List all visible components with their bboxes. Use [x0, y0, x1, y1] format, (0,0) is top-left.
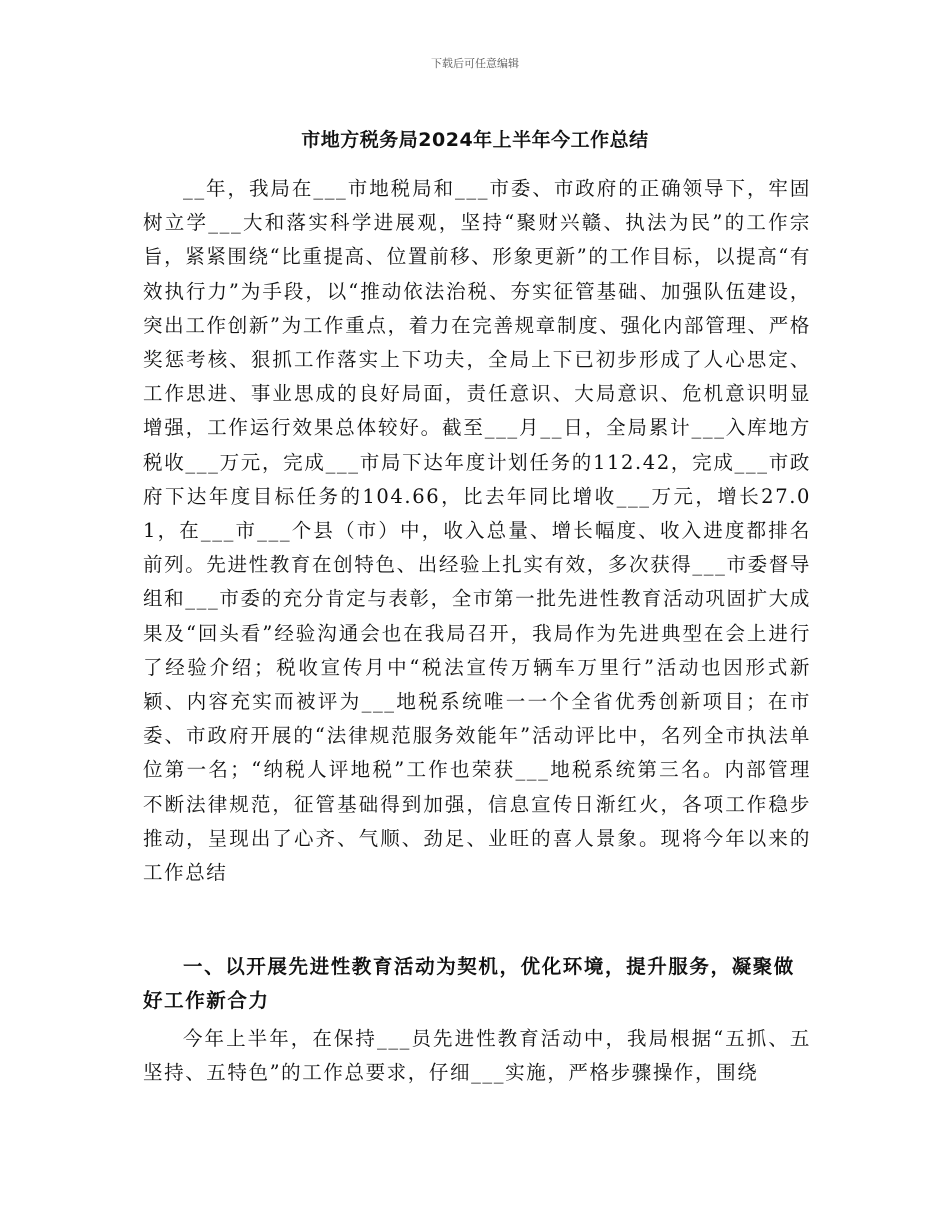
intro-paragraph: __年，我局在___市地税局和___市委、市政府的正确领导下，牢固树立学___大和落实科学进展观，坚持“聚财兴赣、执法为民”的工作宗旨，紧紧围绕“比重提高、位置前移、形象更新”的工作目标，以提高“有效执行力”为手段，以“推动依法治税、夯实征管基础、加强队伍建设，突出工作创新”为工作重点，着力在完善规章制度、强化内部管理、严格奖惩考核、狠抓工作落实上下功夫，全局上下已初步形成了人心思定、工作思进、事业思成的良好局面，责任意识、大局意识、危机意识明显增强，工作运行效果总体较好。截至___月__日，全局累计___入库地方税收___万元，完成___市局下达年度计划任务的112.42，完成___市政府下达年度目标任务的104.66，比去年同比增收___万元，增长27.01，在___市___个县（市）中，收入总量、增长幅度、收入进度都排名前列。先进性教育在创特色、出经验上扎实有效，多次获得___市委督导组和___市委的充分肯定与表彰，全市第一批先进性教育活动巩固扩大成果及“回头看”经验沟通会也在我局召开，我局作为先进典型在会上进行了经验介绍；税收宣传月中“税法宣传万辆车万里行”活动也因形式新颖、内容充实而被评为___地税系统唯一一个全省优秀创新项目；在市委、市政府开展的“法律规范服务效能年”活动评比中，名列全市执法单位第一名；“纳税人评地税”工作也荣获___地税系统第三名。内部管理不断法律规范，征管基础得到加强，信息宣传日渐红火，各项工作稳步推动，呈现出了心齐、气顺、劲足、业旺的喜人景象。现将今年以来的工作总结 — [143, 177, 811, 885]
page-title: 市地方税务局2024年上半年今工作总结 — [301, 129, 649, 151]
section-heading-1: 一、以开展先进性教育活动为契机，优化环境，提升服务，凝聚做好工作新合力 — [143, 955, 795, 1013]
section-1-paragraph: 今年上半年，在保持___员先进性教育活动中，我局根据“五抓、五坚持、五特色”的工作总要求，仔细___实施，严格步骤操作，围绕 — [143, 1027, 811, 1085]
header-note: 下载后可任意编辑 — [431, 57, 519, 70]
